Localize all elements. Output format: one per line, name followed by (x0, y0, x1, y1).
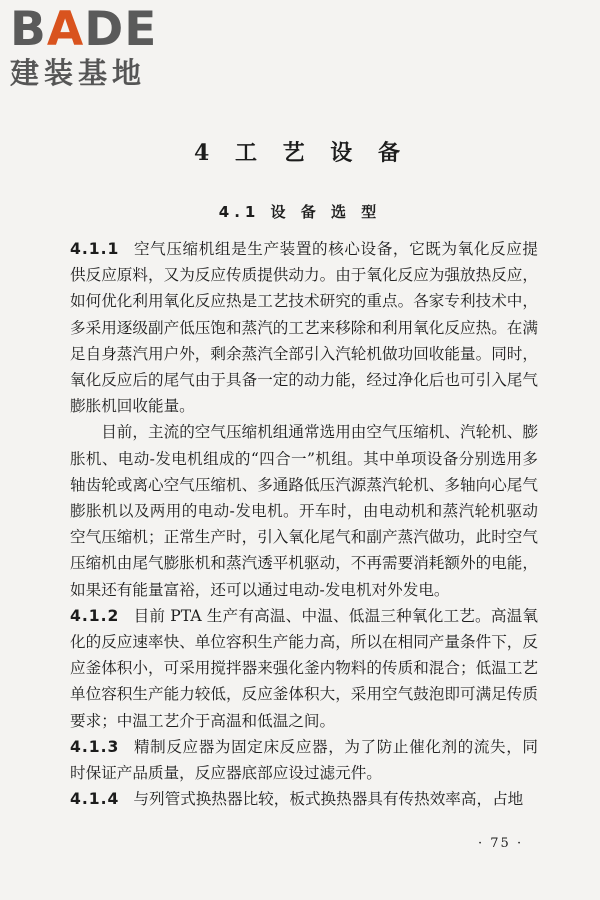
clause-paragraph (70, 734, 538, 786)
clause-text: 精制反应器为固定床反应器，为了防止催化剂的流失，同时保证产品质量，反应器底部应设过滤元件。 (70, 737, 538, 783)
clause-paragraph: 目前，主流的空气压缩机组通常选用由空气压缩机、汽轮机、膨胀机、电动-发电机组成的“四合一”机组。其中单项设备分别选用多轴齿轮或离心空气压缩机、多通路低压汽源蒸汽轮机、多轴向心尾气膨胀机以及两用的电动-发电机。开车时，由电动机和蒸汽轮机驱动空气压缩机；正常生产时，引入氧化尾气和副产蒸汽做功，此时空气压缩机由尾气膨胀机和蒸汽透平机驱动，不再需要消耗额外的电能，如果还有能量富裕，还可以通过电动-发电机对外发电。 (70, 423, 538, 599)
clause-text: 与列管式换热器比较，板式换热器具有传热效率高，占地 (133, 790, 524, 809)
clause-paragraph (70, 236, 538, 419)
brand-subtitle: 建装基地 (10, 56, 147, 90)
brand-logo (10, 2, 175, 90)
brand-accent-letter: A (46, 2, 85, 57)
clause-number: 4.1.1 (70, 240, 120, 258)
clause-number: 4.1.2 (70, 606, 120, 625)
chapter-title: 4 工 艺 设 备 (194, 140, 406, 166)
brand-wordmark: BADE (10, 2, 158, 57)
clause-number: 4.1.4 (70, 790, 120, 809)
section-title: 4.1 设 备 选 型 (218, 203, 382, 221)
body-text (70, 236, 538, 812)
clause-paragraph (70, 786, 538, 812)
clause-text: 目前 PTA 生产有高温、中温、低温三种氧化工艺。高温氧化的反应速率快、单位容积生产能力高，所以在相同产量条件下，反应釜体积小，可采用搅拌器来强化釜内物料的传质和混合；低温工艺单位容积生产能力较低，反应釜体积大，采用空气鼓泡即可满足传质要求；中温工艺介于高温和低温之间。 (70, 606, 538, 730)
clause-number: 4.1.3 (70, 737, 120, 756)
clause-paragraph (70, 603, 538, 734)
clause-text: 空气压缩机组是生产装置的核心设备，它既为氧化反应提供反应原料，又为反应传质提供动力。由于氧化反应为强放热反应，如何优化利用氧化反应热是工艺技术研究的重点。各家专利技术中，多采用逐级副产低压饱和蒸汽的工艺来移除和利用氧化反应热。在满足自身蒸汽用户外，剩余蒸汽全部引入汽轮机做功回收能量。同时，氧化反应后的尾气由于具备一定的动力能，经过净化后也可引入尾气膨胀机回收能量。 (70, 240, 538, 416)
page-number: · 75 · (478, 836, 524, 851)
